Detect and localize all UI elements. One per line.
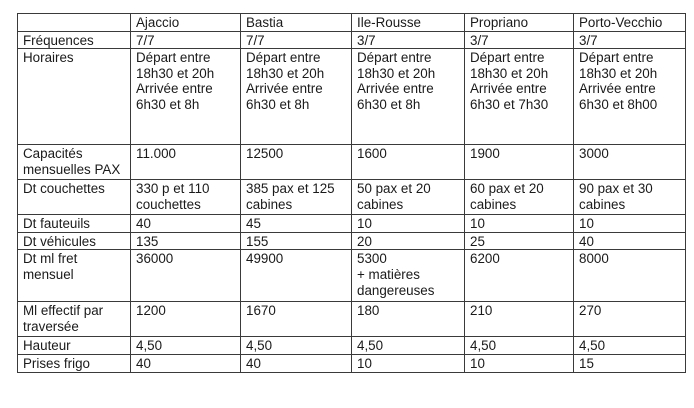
- table-cell: 1900: [465, 145, 574, 180]
- table-cell: 210: [465, 302, 574, 337]
- table-cell: Départ entre 18h30 et 20h Arrivée entre 6h30 et 8h: [241, 49, 352, 145]
- header-cell-ajaccio: Ajaccio: [131, 14, 241, 32]
- table-row-fauteuils: [18, 215, 686, 233]
- table-cell: 40: [131, 354, 241, 372]
- header-cell-propriano: Propriano: [465, 14, 574, 32]
- table-cell: 4,50: [352, 337, 465, 355]
- table-row-frequences: [18, 31, 686, 49]
- table-cell: 15: [574, 354, 686, 372]
- table-cell: 90 pax et 30 cabines: [574, 180, 686, 215]
- table-cell: 155: [241, 232, 352, 250]
- header-cell-ile-rousse: Ile-Rousse: [352, 14, 465, 32]
- table-row-couchettes: [18, 180, 686, 215]
- table-cell: 40: [131, 215, 241, 233]
- table-cell: 3/7: [352, 31, 465, 49]
- table-cell: 12500: [241, 145, 352, 180]
- table-cell: 4,50: [131, 337, 241, 355]
- row-label: Dt fauteuils: [18, 215, 131, 233]
- table-cell: 40: [574, 232, 686, 250]
- table-cell: 7/7: [241, 31, 352, 49]
- table-cell: 330 p et 110 couchettes: [131, 180, 241, 215]
- table-cell: 4,50: [465, 337, 574, 355]
- table-cell: 3000: [574, 145, 686, 180]
- table-cell: 36000: [131, 250, 241, 302]
- table-cell: 10: [465, 215, 574, 233]
- table-cell: 8000: [574, 250, 686, 302]
- table-cell: 6200: [465, 250, 574, 302]
- header-cell-bastia: Bastia: [241, 14, 352, 32]
- table-cell: 60 pax et 20 cabines: [465, 180, 574, 215]
- table-row-hauteur: [18, 337, 686, 355]
- row-label: Hauteur: [18, 337, 131, 355]
- table-row-ml-effectif: [18, 302, 686, 337]
- row-label: Prises frigo: [18, 354, 131, 372]
- ferry-capacity-table: [17, 13, 686, 373]
- table-cell: 10: [352, 354, 465, 372]
- table-cell: 4,50: [241, 337, 352, 355]
- header-cell-porto-vecchio: Porto-Vecchio: [574, 14, 686, 32]
- row-label: Dt couchettes: [18, 180, 131, 215]
- table-cell: 5300 + matières dangereuses: [352, 250, 465, 302]
- table-cell: 1670: [241, 302, 352, 337]
- table-row-prises-frigo: [18, 354, 686, 372]
- table-row-horaires: [18, 49, 686, 145]
- table-cell: Départ entre 18h30 et 20h Arrivée entre 6h30 et 8h: [352, 49, 465, 145]
- row-label: Dt véhicules: [18, 232, 131, 250]
- table-cell: 7/7: [131, 31, 241, 49]
- table-cell: Départ entre 18h30 et 20h Arrivée entre 6h30 et 8h00: [574, 49, 686, 145]
- table-cell: 3/7: [465, 31, 574, 49]
- row-label: Dt ml fret mensuel: [18, 250, 131, 302]
- table-cell: 270: [574, 302, 686, 337]
- table-cell: 385 pax et 125 cabines: [241, 180, 352, 215]
- table-cell: 4,50: [574, 337, 686, 355]
- table-cell: 10: [352, 215, 465, 233]
- table-cell: 10: [574, 215, 686, 233]
- table-cell: 135: [131, 232, 241, 250]
- table-cell: 3/7: [574, 31, 686, 49]
- table-row-fret: [18, 250, 686, 302]
- table-cell: 25: [465, 232, 574, 250]
- table-cell: Départ entre 18h30 et 20h Arrivée entre 6h30 et 7h30: [465, 49, 574, 145]
- table-cell: 40: [241, 354, 352, 372]
- table-cell: Départ entre 18h30 et 20h Arrivée entre 6h30 et 8h: [131, 49, 241, 145]
- table-cell: 20: [352, 232, 465, 250]
- table-cell: 180: [352, 302, 465, 337]
- row-label: Fréquences: [18, 31, 131, 49]
- row-label: Capacités mensuelles PAX: [18, 145, 131, 180]
- table-row-capacites: [18, 145, 686, 180]
- header-cell-corner: [18, 14, 131, 32]
- table-row-vehicules: [18, 232, 686, 250]
- table-cell: 10: [465, 354, 574, 372]
- table-cell: 50 pax et 20 cabines: [352, 180, 465, 215]
- row-label: Ml effectif par traversée: [18, 302, 131, 337]
- table-cell: 1200: [131, 302, 241, 337]
- row-label: Horaires: [18, 49, 131, 145]
- table-cell: 1600: [352, 145, 465, 180]
- table-cell: 49900: [241, 250, 352, 302]
- table-cell: 45: [241, 215, 352, 233]
- table-cell: 11.000: [131, 145, 241, 180]
- table-header-row: [18, 14, 686, 32]
